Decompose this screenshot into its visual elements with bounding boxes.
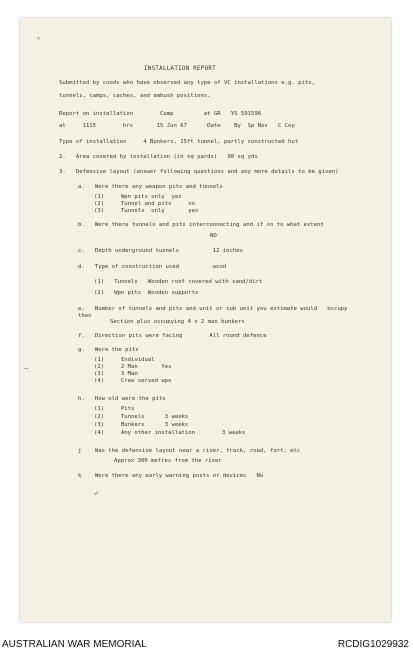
question-e-cont: then xyxy=(78,313,92,319)
answer-g-1: (1) Individual xyxy=(94,357,155,363)
footer-record-id: RCDIG1029932 xyxy=(337,639,409,650)
intro-line-1: Submitted by coods who have observed any type of VC installations e.g. pits, xyxy=(59,80,315,86)
question-f: f. Direction pits were facing All round defence xyxy=(78,333,267,339)
answer-a-3: (3) Tunnels only yes xyxy=(94,208,199,214)
answer-a-2: (2) Tunnel and pits no xyxy=(94,201,196,207)
question-d: d. Type of construction used wood xyxy=(78,264,227,270)
report-title: INSTALLATION REPORT xyxy=(144,66,217,72)
answer-j: Approx 300 metres from the river xyxy=(114,458,222,464)
hole-punch-mark: ° xyxy=(36,36,41,45)
answer-h-4: (4) Any other installation 3 weeks xyxy=(94,430,246,436)
area-covered-line: 2. Area covered by installation (in sq yards) 90 sq yds xyxy=(59,154,258,160)
question-c: c. Depth underground tunnels 12 inches xyxy=(78,248,244,254)
hole-punch-mark: ~ xyxy=(24,364,29,373)
answer-a-1: (1) Wpn pits only yes xyxy=(94,194,182,200)
question-b: b. Were there tunnels and pits interconnecting and if so to what extent xyxy=(78,222,324,228)
question-k: k Were there any early warning posts or devices No xyxy=(78,473,264,479)
report-location-line: Report on installation Camp at GR YS 591596 xyxy=(59,111,262,117)
answer-d-1: (1) Tunnels Wooden roof covered with sand/dirt xyxy=(94,279,263,285)
answer-b: NO xyxy=(210,233,217,239)
answer-d-2: (2) Wpn pits Wooden supports xyxy=(94,290,199,296)
answer-g-3: (3) 3 Man xyxy=(94,371,138,377)
ink-mark: ✐ xyxy=(94,489,99,498)
answer-h-2: (2) Tunnels 3 weeks xyxy=(94,414,189,420)
question-h: h. How old were the pits xyxy=(78,396,166,402)
installation-type-line: Type of installation 4 Bunkers, 25ft tunnel, partly constructed hut xyxy=(59,139,299,145)
answer-g-4: (4) Crew served wpn xyxy=(94,378,172,384)
answer-h-1: (1) Pits xyxy=(94,406,135,412)
report-time-line: at 1115 hrs 15 Jun 67 Date By Sp Nos C Coy xyxy=(59,123,295,129)
question-j: j Was the defensive layout near a river, track, road, fort, etc xyxy=(78,448,301,454)
answer-h-3: (3) Bunkers 3 weeks xyxy=(94,422,189,428)
question-a: a. Were there any weapon pits and tunnels xyxy=(78,184,223,190)
answer-e: Section plus occupying 4 x 2 man bunkers xyxy=(110,319,245,325)
question-g: g. Were the pits xyxy=(78,347,139,353)
footer-institution: AUSTRALIAN WAR MEMORIAL xyxy=(2,639,147,650)
question-e: e. Number of tunnels and pits and unit or sub unit you estimate would occupy xyxy=(78,306,348,312)
intro-line-2: tunnels, camps, caches, and ambush positions. xyxy=(59,93,211,99)
answer-g-2: (2) 2 Man Yes xyxy=(94,364,172,370)
defensive-layout-heading: 3. Defensive layout (answer following questions and any more details to be given) xyxy=(59,169,339,175)
